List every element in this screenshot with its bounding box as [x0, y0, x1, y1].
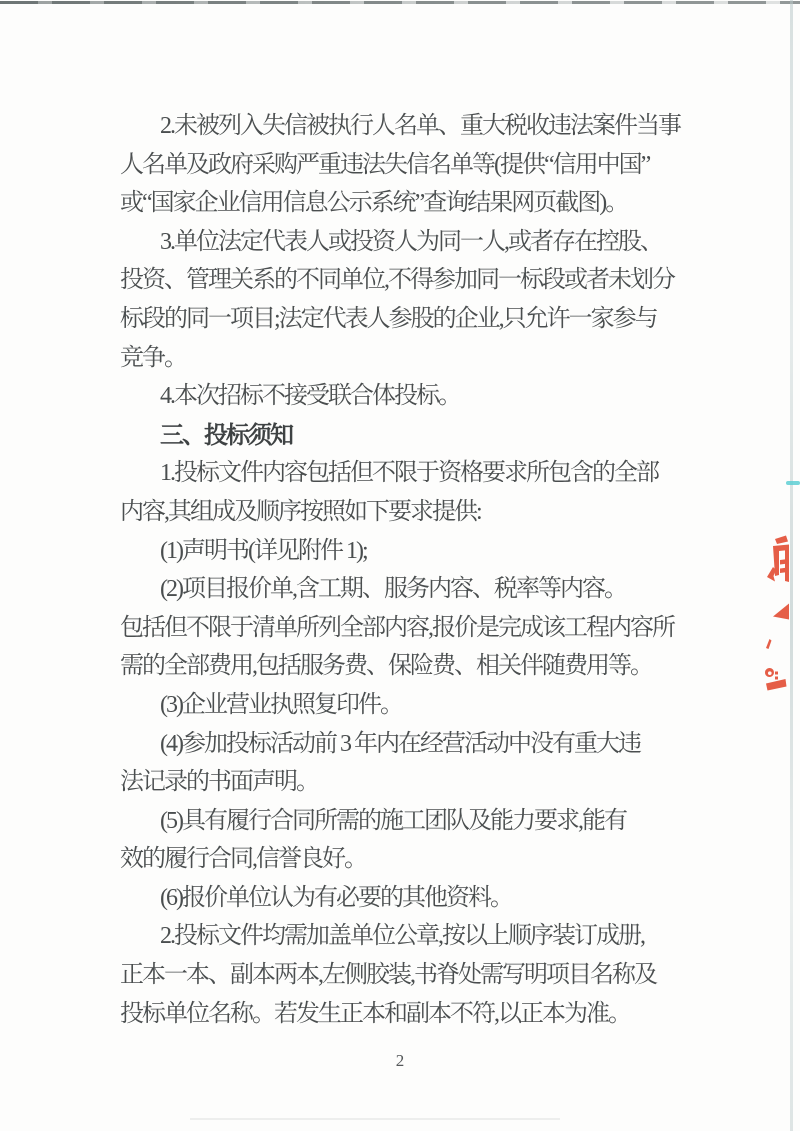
document-body	[120, 107, 694, 1033]
scan-edge-artifact-bottom	[190, 1118, 560, 1120]
text-line: 或“国家企业信用信息公示系统”查询结果网页截图)。	[120, 190, 628, 217]
text-line: 投资、管理关系的不同单位,不得参加同一标段或者未划分	[120, 267, 674, 294]
teal-edge-mark	[786, 481, 800, 485]
text-line: 竞争。	[120, 344, 186, 371]
text-line: (1)声明书(详见附件 1);	[160, 537, 367, 564]
text-line: 2.未被列入失信被执行人名单、重大税收违法案件当事	[160, 113, 680, 139]
text-line: 2.投标文件均需加盖单位公章,按以上顺序装订成册,	[160, 923, 644, 950]
scan-edge-artifact-top	[0, 1, 800, 4]
text-line: 3.单位法定代表人或投资人为同一人,或者存在控股、	[160, 228, 662, 255]
text-line: (6)报价单位认为有必要的其他资料。	[160, 884, 512, 911]
text-line: (2)项目报价单,含工期、服务内容、税率等内容。	[160, 576, 626, 603]
text-line: (5)具有履行合同所需的施工团队及能力要求,能有	[160, 807, 626, 834]
text-line: (3)企业营业执照复印件。	[160, 691, 402, 718]
text-line: 内容,其组成及顺序按照如下要求提供:	[120, 498, 481, 525]
text-line: 标段的同一项目;法定代表人参股的企业,只允许一家参与	[120, 305, 657, 332]
text-line: (4)参加投标活动前 3 年内在经营活动中没有重大违	[160, 730, 640, 757]
text-line: 4.本次招标不接受联合体投标。	[160, 383, 460, 410]
text-line: 法记录的书面声明。	[120, 769, 318, 796]
text-line: 效的履行合同,信誉良好。	[120, 846, 366, 873]
text-line: 人名单及政府采购严重违法失信名单等(提供“信用中国”	[120, 151, 650, 178]
section-heading: 三、投标须知	[160, 420, 292, 449]
red-seal-fragment	[755, 525, 800, 700]
text-line: 1.投标文件内容包括但不限于资格要求所包含的全部	[160, 460, 658, 487]
page-number: 2	[395, 1051, 405, 1070]
text-line: 需的全部费用,包括服务费、保险费、相关伴随费用等。	[120, 653, 652, 680]
text-line: 投标单位名称。若发生正本和副本不符,以正本为准。	[120, 1000, 630, 1027]
text-line: 正本一本、副本两本,左侧胶装,书脊处需写明项目名称及	[120, 962, 656, 989]
text-line: 包括但不限于清单所列全部内容,报价是完成该工程内容所	[120, 614, 674, 641]
